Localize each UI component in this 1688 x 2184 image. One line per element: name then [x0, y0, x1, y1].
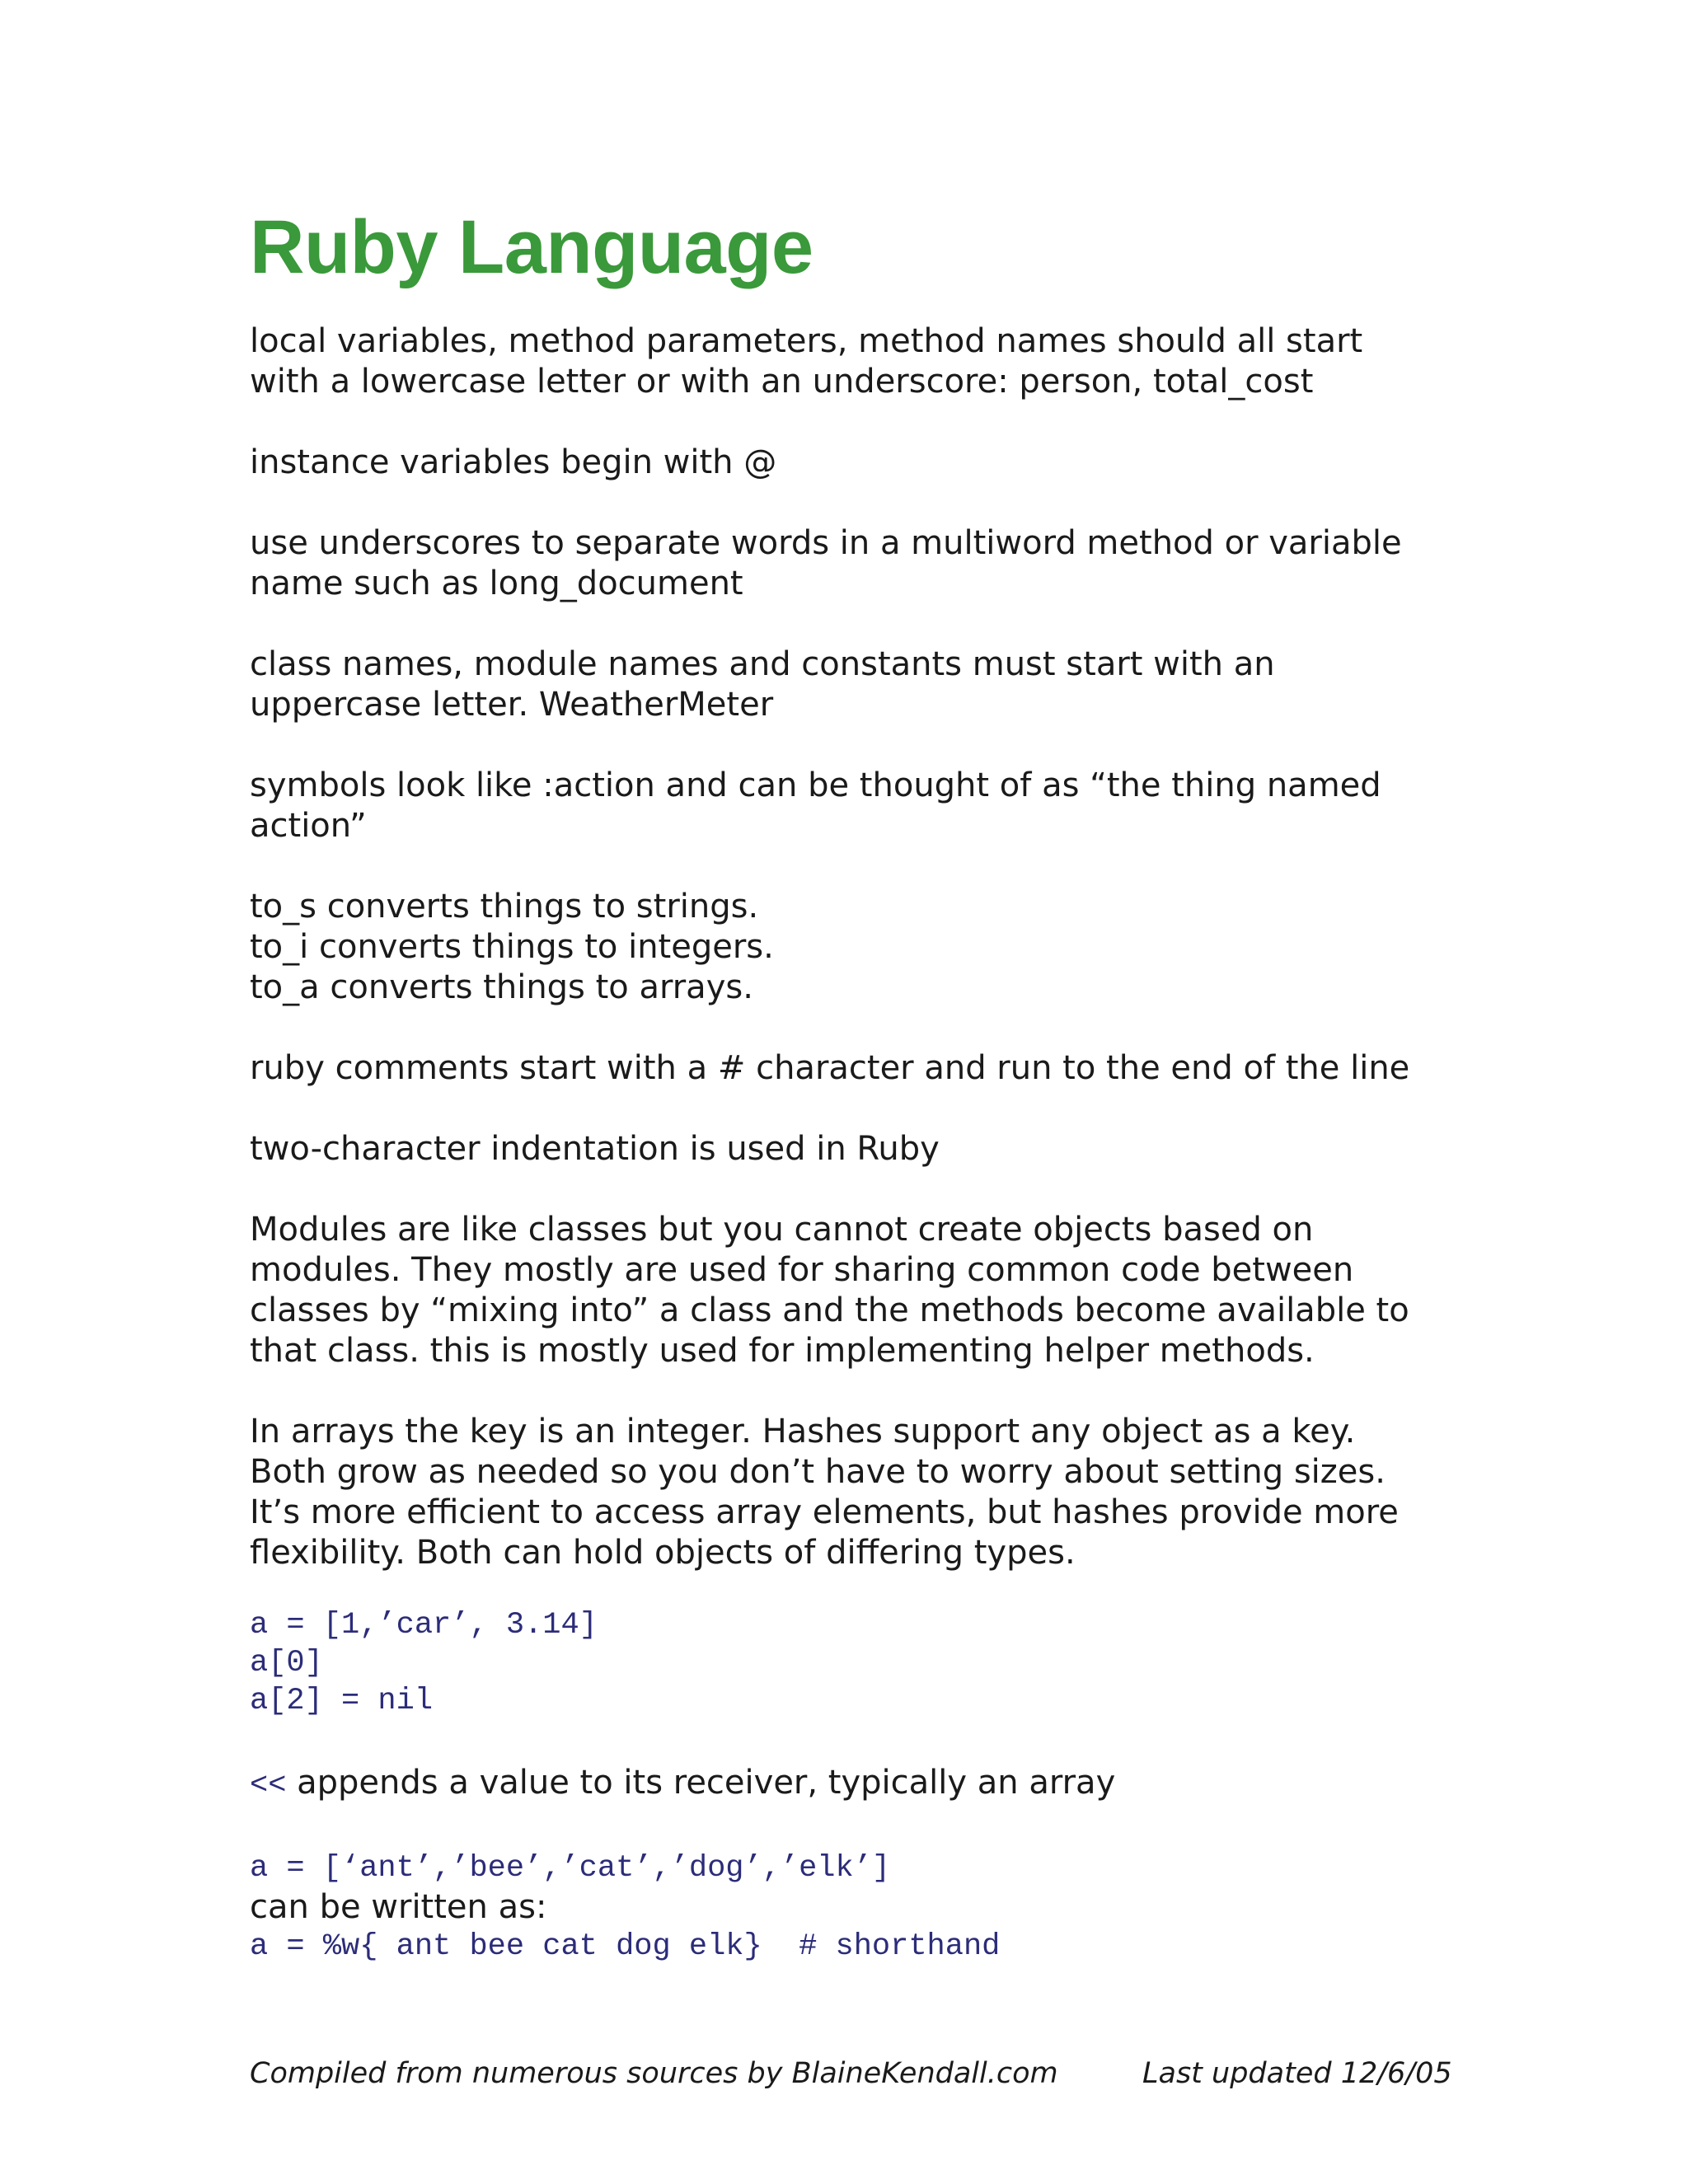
code-line: a[2] = nil	[250, 1684, 434, 1718]
document-page	[250, 206, 1470, 1966]
paragraph-instance-variables: instance variables begin with @	[250, 443, 777, 481]
code-line: a = %w{ ant bee cat dog elk} # shorthand	[250, 1929, 1001, 1964]
paragraph-symbols: symbols look like :action and can be thought of as “the thing named action”	[250, 766, 1381, 845]
code-line: a = [1,’car’, 3.14]	[250, 1608, 598, 1643]
paragraph-comments: ruby comments start with a # character and run to the end of the line	[250, 1049, 1410, 1087]
code-line: a[0]	[250, 1646, 323, 1680]
paragraph-underscores: use underscores to separate words in a multiword method or variable name such as long_document	[250, 524, 1402, 602]
append-operator-code: <<	[250, 1769, 287, 1803]
footer-credit: Compiled from numerous sources by BlaineKendall.com	[250, 2057, 1058, 2090]
paragraph-modules: Modules are like classes but you cannot create objects based on modules. They mostly are used for sharing common code between classes by “mixing into” a class and the methods become available to that class. this is mostly used for implementing helper methods.	[250, 1211, 1409, 1370]
page-title: Ruby Language	[250, 205, 814, 289]
paragraph-naming-lowercase: local variables, method parameters, method names should all start with a lowercase letter or with an underscore: person, total_cost	[250, 322, 1363, 401]
paragraph-append-operator	[250, 1763, 1470, 1807]
written-as-text: can be written as:	[250, 1888, 547, 1926]
code-block-array	[250, 1606, 1470, 1720]
paragraph-indentation: two-character indentation is used in Ruby	[250, 1130, 940, 1168]
code-block-words	[250, 1849, 1470, 1966]
footer-updated: Last updated 12/6/05	[1142, 2057, 1452, 2090]
paragraph-class-names: class names, module names and constants must start with an uppercase letter. WeatherMeter	[250, 645, 1275, 724]
code-line: a = [‘ant’,’bee’,’cat’,’dog’,’elk’]	[250, 1851, 891, 1886]
paragraph-arrays-hashes: In arrays the key is an integer. Hashes support any object as a key. Both grow as needed so you don’t have to worry about setting sizes. It’s more efficient to access array elements, but hashes provide more flexibility. Both can hold objects of differing types.	[250, 1413, 1399, 1572]
append-operator-text: appends a value to its receiver, typically an array	[286, 1764, 1116, 1802]
paragraph-conversions: to_s converts things to strings. to_i converts things to integers. to_a converts things to arrays.	[250, 888, 774, 1006]
